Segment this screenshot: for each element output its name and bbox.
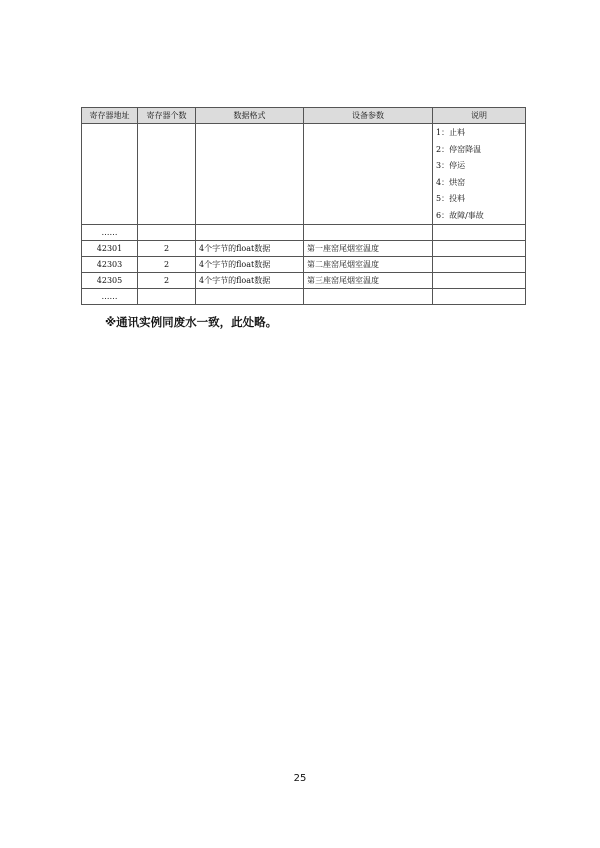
cell-addr-empty [82, 124, 138, 225]
cell-desc [433, 225, 526, 241]
register-table [81, 107, 526, 305]
status-line-2: 2：停窑降温 [436, 144, 482, 154]
header-description: 说明 [433, 108, 526, 124]
cell-count: 2 [138, 241, 196, 257]
cell-count [138, 289, 196, 305]
cell-format [196, 225, 304, 241]
page-number: 25 [293, 773, 307, 784]
cell-count: 2 [138, 257, 196, 273]
status-line-1: 1：止料 [436, 128, 466, 137]
cell-addr: …… [82, 289, 138, 305]
table-row [82, 289, 526, 305]
communication-note: ※通讯实例同废水一致，此处略。 [105, 315, 278, 329]
header-register-count: 寄存器个数 [138, 108, 196, 124]
cell-param-empty [304, 124, 433, 225]
cell-param: 第二座窑尾烟室温度 [304, 257, 433, 273]
cell-count [138, 225, 196, 241]
cell-addr: …… [82, 225, 138, 241]
cell-addr: 42305 [82, 273, 138, 289]
status-line-3: 3：停运 [436, 161, 466, 170]
cell-param: 第一座窑尾烟室温度 [304, 241, 433, 257]
status-description-cell [433, 124, 526, 225]
cell-param [304, 225, 433, 241]
header-register-address: 寄存器地址 [82, 108, 138, 124]
table-header-row [82, 108, 526, 124]
cell-count: 2 [138, 273, 196, 289]
cell-desc [433, 257, 526, 273]
header-data-format: 数据格式 [196, 108, 304, 124]
cell-count-empty [138, 124, 196, 225]
cell-desc [433, 273, 526, 289]
header-device-parameter: 设备参数 [304, 108, 433, 124]
cell-format: 4个字节的float数据 [196, 273, 304, 289]
table-row [82, 257, 526, 273]
cell-param: 第三座窑尾烟室温度 [304, 273, 433, 289]
table-row-status [82, 124, 526, 225]
status-line-6: 6：故障/事故 [436, 210, 484, 220]
cell-format-empty [196, 124, 304, 225]
status-line-5: 5：投料 [436, 194, 466, 203]
cell-format: 4个字节的float数据 [196, 241, 304, 257]
cell-addr: 42303 [82, 257, 138, 273]
cell-format: 4个字节的float数据 [196, 257, 304, 273]
table-row [82, 225, 526, 241]
cell-desc [433, 241, 526, 257]
table-row [82, 241, 526, 257]
status-line-4: 4：烘窑 [436, 177, 466, 187]
cell-addr: 42301 [82, 241, 138, 257]
cell-param [304, 289, 433, 305]
cell-desc [433, 289, 526, 305]
table-row [82, 273, 526, 289]
cell-format [196, 289, 304, 305]
